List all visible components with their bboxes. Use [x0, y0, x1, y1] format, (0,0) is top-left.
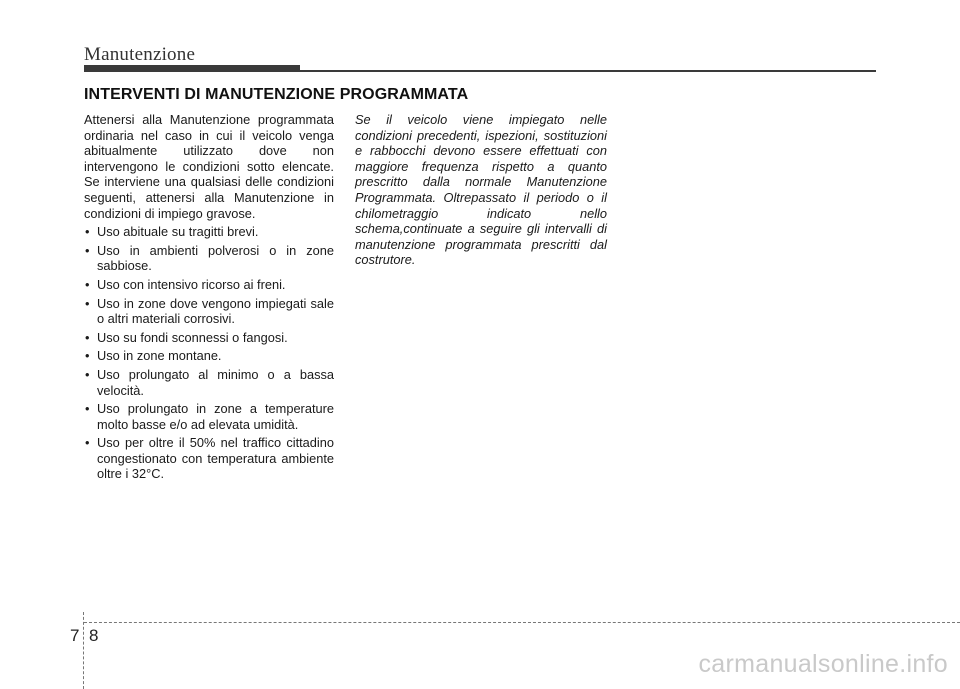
list-item-text: Uso con intensivo ricorso ai freni.: [97, 276, 286, 292]
bullet-icon: •: [85, 366, 90, 382]
header-bar-accent: [84, 65, 300, 72]
list-item: [84, 243, 334, 274]
bullet-icon: •: [85, 329, 90, 345]
bullet-icon: •: [85, 401, 90, 417]
watermark-link[interactable]: carmanualsonline.info: [698, 650, 948, 678]
condition-list: [84, 224, 334, 482]
list-item-text: Uso per oltre il 50% nel traffico cittadino congestionato con temperatura ambiente oltre i 32°C.: [97, 435, 334, 482]
bullet-icon: •: [85, 276, 90, 292]
section-title: Manutenzione: [84, 44, 196, 65]
bullet-icon: •: [85, 295, 90, 311]
note-paragraph: Se il veicolo viene impiegato nelle condizioni precedenti, ispezioni, sostituzioni e rabbocchi devono essere effettuati con maggiore frequenza rispetto a quanto prescritto dalla normale Manutenzione Programmata. Oltrepassato il periodo o il chilometraggio indicato nello schema,continuate a seguire gli intervalli di manutenzione programmata prescritti dal costrutore.: [355, 112, 607, 268]
list-item-text: Uso su fondi sconnessi o fangosi.: [97, 329, 288, 345]
page-number: 8: [89, 626, 99, 645]
list-item: [84, 401, 334, 432]
list-item: [84, 277, 334, 293]
bullet-icon: •: [85, 348, 90, 364]
intro-paragraph: Attenersi alla Manutenzione programmata ordinaria nel caso in cui il veicolo venga abitualmente utilizzato dove non intervengono le condizioni sotto elencate. Se interviene una qualsiasi delle condizioni seguenti, attenersi alla Manutenzione in condizioni di impiego gravose.: [84, 112, 334, 221]
list-item-text: Uso in zone dove vengono impiegati sale o altri materiali corrosivi.: [97, 295, 334, 327]
left-column: [84, 112, 334, 485]
list-item: [84, 330, 334, 346]
list-item: [84, 296, 334, 327]
page-heading: INTERVENTI DI MANUTENZIONE PROGRAMMATA: [84, 86, 469, 103]
list-item-text: Uso abituale su tragitti brevi.: [97, 224, 259, 240]
bullet-icon: •: [85, 224, 90, 240]
list-item: [84, 224, 334, 240]
header-rule: [300, 70, 876, 72]
footer-horizontal-divider: [84, 622, 960, 623]
right-column: [355, 112, 607, 268]
list-item-text: Uso prolungato in zone a temperature molto basse e/o ad elevata umidità.: [97, 401, 334, 432]
list-item: [84, 348, 334, 364]
chapter-number: 7: [70, 626, 80, 645]
list-item-text: Uso in ambienti polverosi o in zone sabbiose.: [97, 242, 334, 274]
list-item-text: Uso in zone montane.: [97, 348, 222, 364]
list-item: [84, 435, 334, 482]
bullet-icon: •: [85, 242, 90, 258]
list-item: [84, 367, 334, 398]
bullet-icon: •: [85, 435, 90, 451]
list-item-text: Uso prolungato al minimo o a bassa velocità.: [97, 366, 334, 398]
footer-vertical-divider: [83, 612, 84, 689]
